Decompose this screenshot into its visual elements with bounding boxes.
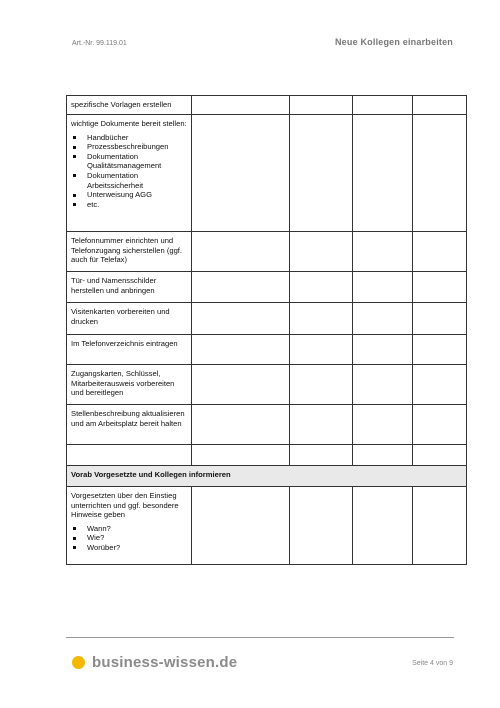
list-item: Unterweisung AGG xyxy=(71,190,188,200)
empty-cell xyxy=(192,365,290,405)
task-cell: Im Telefonverzeichnis eintragen xyxy=(67,335,192,365)
table-row xyxy=(67,96,467,115)
bullet-list xyxy=(71,133,188,210)
empty-cell xyxy=(192,232,290,272)
article-number: Art.-Nr. 99.119.01 xyxy=(72,40,127,47)
empty-cell xyxy=(192,303,290,335)
table-row xyxy=(67,365,467,405)
empty-cell xyxy=(413,335,467,365)
empty-cell xyxy=(353,445,413,466)
empty-cell xyxy=(413,232,467,272)
empty-cell xyxy=(413,405,467,445)
logo-dot-icon xyxy=(72,656,85,669)
empty-cell xyxy=(413,445,467,466)
table-row xyxy=(67,335,467,365)
empty-cell xyxy=(413,272,467,303)
empty-cell xyxy=(192,115,290,232)
empty-cell xyxy=(353,115,413,232)
table-row xyxy=(67,445,467,466)
list-item: Prozessbeschreibungen xyxy=(71,142,188,152)
task-text: Vorgesetzten über den Einstieg unterrichten und ggf. besondere Hinweise geben xyxy=(71,491,179,520)
task-cell: Visitenkarten vorbereiten und drucken xyxy=(67,303,192,335)
task-cell xyxy=(67,487,192,565)
task-cell: Tür- und Namensschilder herstellen und anbringen xyxy=(67,272,192,303)
list-item: Worüber? xyxy=(71,543,188,553)
empty-cell xyxy=(290,272,353,303)
empty-cell xyxy=(192,487,290,565)
task-cell: Telefonnummer einrichten und Telefonzugang sicherstellen (ggf. auch für Telefax) xyxy=(67,232,192,272)
empty-cell xyxy=(413,365,467,405)
table-row xyxy=(67,487,467,565)
table-row xyxy=(67,232,467,272)
task-cell: spezifische Vorlagen erstellen xyxy=(67,96,192,115)
empty-cell xyxy=(353,96,413,115)
empty-cell xyxy=(290,232,353,272)
empty-cell xyxy=(413,303,467,335)
list-item: Handbücher xyxy=(71,133,188,143)
empty-cell xyxy=(290,487,353,565)
empty-cell xyxy=(353,365,413,405)
list-item: Dokumentation Arbeitssicherheit xyxy=(71,171,188,190)
checklist-table xyxy=(66,95,467,565)
empty-cell xyxy=(353,405,413,445)
list-item: Wie? xyxy=(71,533,188,543)
table-row xyxy=(67,115,467,232)
empty-cell xyxy=(413,487,467,565)
section-header-row xyxy=(67,466,467,487)
page-number: Seite 4 von 9 xyxy=(412,660,453,667)
empty-cell xyxy=(290,115,353,232)
empty-cell xyxy=(353,487,413,565)
empty-cell xyxy=(192,405,290,445)
empty-cell xyxy=(353,303,413,335)
task-cell: Stellenbeschreibung aktualisieren und am Arbeitsplatz bereit halten xyxy=(67,405,192,445)
empty-cell xyxy=(192,272,290,303)
table-row xyxy=(67,272,467,303)
list-item: Wann? xyxy=(71,524,188,534)
empty-cell xyxy=(353,272,413,303)
table-row xyxy=(67,405,467,445)
empty-cell xyxy=(290,335,353,365)
empty-cell xyxy=(353,232,413,272)
document-title: Neue Kollegen einarbeiten xyxy=(334,37,453,47)
empty-cell xyxy=(192,335,290,365)
empty-cell xyxy=(290,365,353,405)
task-cell: Zugangskarten, Schlüssel, Mitarbeiterausweis vorbereiten und bereitlegen xyxy=(67,365,192,405)
empty-cell xyxy=(290,303,353,335)
empty-cell xyxy=(290,445,353,466)
section-title: Vorab Vorgesetzte und Kollegen informieren xyxy=(67,466,467,487)
empty-cell xyxy=(290,96,353,115)
footer-divider xyxy=(66,637,454,638)
task-cell xyxy=(67,115,192,232)
table-row xyxy=(67,303,467,335)
list-item: Dokumentation Qualitätsmanagement xyxy=(71,152,188,171)
business-wissen-logo[interactable] xyxy=(72,653,237,671)
empty-cell xyxy=(413,96,467,115)
list-item: etc. xyxy=(71,200,188,210)
task-text: wichtige Dokumente bereit stellen: xyxy=(71,119,187,128)
logo-text: business-wissen.de xyxy=(92,653,238,671)
empty-cell xyxy=(290,405,353,445)
empty-cell xyxy=(67,445,192,466)
empty-cell xyxy=(413,115,467,232)
empty-cell xyxy=(353,335,413,365)
empty-cell xyxy=(192,445,290,466)
empty-cell xyxy=(192,96,290,115)
bullet-list xyxy=(71,524,188,553)
